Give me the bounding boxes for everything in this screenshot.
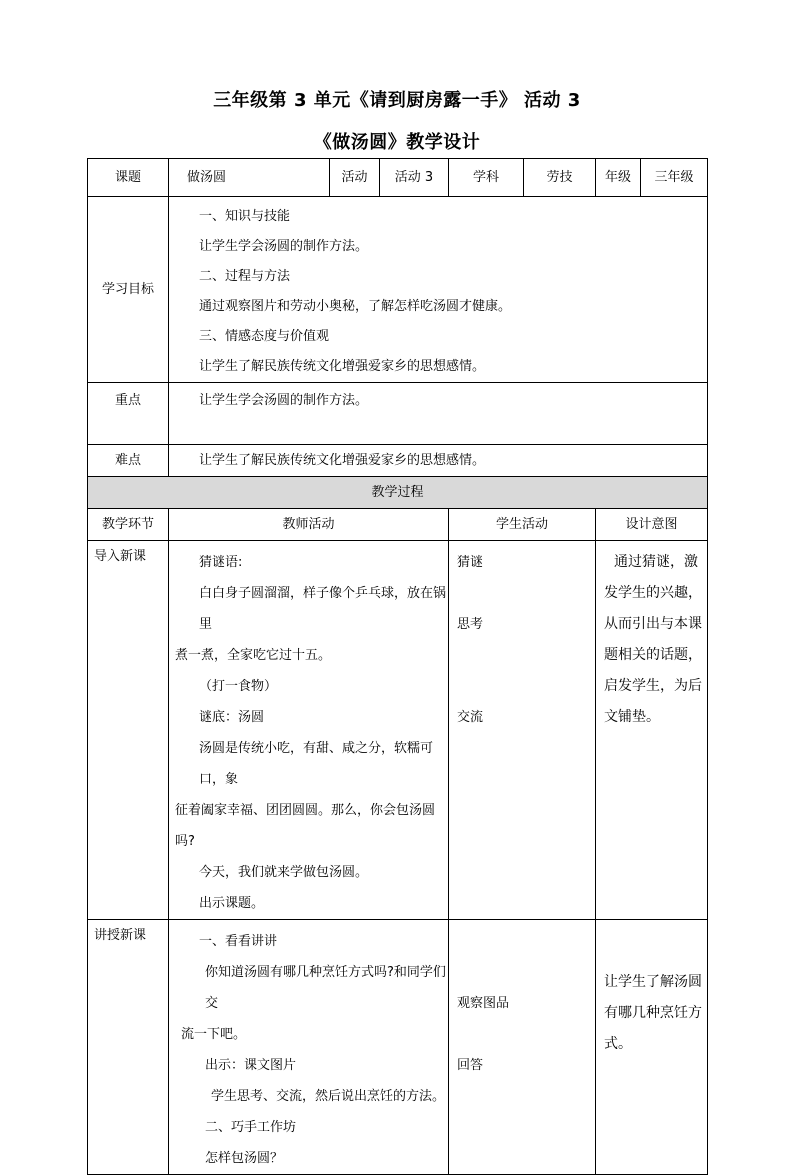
grade-label: 年级 bbox=[596, 159, 641, 197]
lecture-teacher-line: 怎样包汤圆？ bbox=[205, 1151, 284, 1166]
document-subtitle: 《做汤圆》教学设计 bbox=[313, 132, 481, 153]
intro-teacher-line: 谜底：汤圆 bbox=[199, 710, 265, 725]
lecture-step: 讲授新课 bbox=[88, 920, 169, 1175]
intro-teacher-line: 煮一煮，全家吃它过十五。 bbox=[175, 648, 332, 663]
goal-line: 让学生学会汤圆的制作方法。 bbox=[199, 239, 369, 254]
lesson-plan-table bbox=[87, 158, 708, 1175]
lecture-teacher-line: 学生思考、交流，然后说出烹饪的方法。 bbox=[211, 1089, 446, 1104]
intro-step: 导入新课 bbox=[88, 541, 169, 920]
key-point-label: 重点 bbox=[88, 383, 169, 445]
lecture-teacher-line: 流一下吧。 bbox=[181, 1027, 247, 1042]
goals-content bbox=[169, 197, 708, 383]
col-teacher-header: 教师活动 bbox=[169, 509, 449, 541]
goal-line: 一、知识与技能 bbox=[199, 209, 291, 224]
intro-teacher-line: 今天，我们就来学做包汤圆。 bbox=[199, 865, 369, 880]
col-intent-header: 设计意图 bbox=[596, 509, 708, 541]
key-point-text: 让学生学会汤圆的制作方法。 bbox=[169, 383, 708, 445]
intro-teacher-line: 猜谜语: bbox=[199, 555, 243, 570]
lecture-teacher-line: 出示：课文图片 bbox=[205, 1058, 297, 1073]
intro-student-line: 交流 bbox=[457, 710, 484, 725]
lecture-intent: 让学生了解汤圆有哪几种烹饪方式。 bbox=[596, 920, 708, 1175]
grade-value: 三年级 bbox=[641, 159, 708, 197]
topic-label: 课题 bbox=[88, 159, 169, 197]
subject-value: 劳技 bbox=[524, 159, 596, 197]
document-title: 三年级第 3 单元《请到厨房露一手》 活动 3 bbox=[213, 90, 581, 111]
intro-student-line: 猜谜 bbox=[457, 555, 484, 570]
goals-label: 学习目标 bbox=[88, 197, 169, 383]
goal-line: 通过观察图片和劳动小奥秘，了解怎样吃汤圆才健康。 bbox=[199, 299, 512, 314]
intro-teacher-line: 汤圆是传统小吃，有甜、咸之分，软糯可口，象 bbox=[199, 741, 434, 787]
difficulty-text: 让学生了解民族传统文化增强爱家乡的思想感情。 bbox=[169, 445, 708, 477]
lecture-student-line: 回答 bbox=[457, 1058, 484, 1073]
lecture-teacher-line: 一、看看讲讲 bbox=[199, 934, 278, 949]
intro-teacher-line: 征着阖家幸福、团团圆圆。那么，你会包汤圆吗? bbox=[175, 803, 436, 849]
intro-student-cell bbox=[449, 541, 596, 920]
activity-label: 活动 bbox=[330, 159, 380, 197]
lecture-student-cell bbox=[449, 920, 596, 1175]
lecture-teacher-line: 你知道汤圆有哪几种烹饪方式吗?和同学们交 bbox=[205, 965, 446, 1011]
intro-teacher-line: 出示课题。 bbox=[199, 896, 265, 911]
activity-value: 活动 3 bbox=[380, 159, 449, 197]
col-student-header: 学生活动 bbox=[449, 509, 596, 541]
lecture-student-line: 观察图品 bbox=[457, 996, 510, 1011]
intro-teacher-line: （打一食物） bbox=[199, 679, 278, 694]
intro-student-line: 思考 bbox=[457, 617, 484, 632]
difficulty-label: 难点 bbox=[88, 445, 169, 477]
goal-line: 让学生了解民族传统文化增强爱家乡的思想感情。 bbox=[199, 359, 486, 374]
intro-intent: 通过猜谜，激发学生的兴趣，从而引出与本课题相关的话题，启发学生，为后文铺垫。 bbox=[596, 541, 708, 920]
col-step-header: 教学环节 bbox=[88, 509, 169, 541]
lecture-teacher-cell bbox=[169, 920, 449, 1175]
subject-label: 学科 bbox=[449, 159, 524, 197]
intro-teacher-line: 白白身子圆溜溜，样子像个乒乓球，放在锅里 bbox=[199, 586, 447, 632]
intro-teacher-cell bbox=[169, 541, 449, 920]
goal-line: 三、情感态度与价值观 bbox=[199, 329, 330, 344]
process-header: 教学过程 bbox=[88, 477, 708, 509]
topic-value: 做汤圆 bbox=[169, 159, 330, 197]
goal-line: 二、过程与方法 bbox=[199, 269, 291, 284]
lecture-teacher-line: 二、巧手工作坊 bbox=[205, 1120, 297, 1135]
